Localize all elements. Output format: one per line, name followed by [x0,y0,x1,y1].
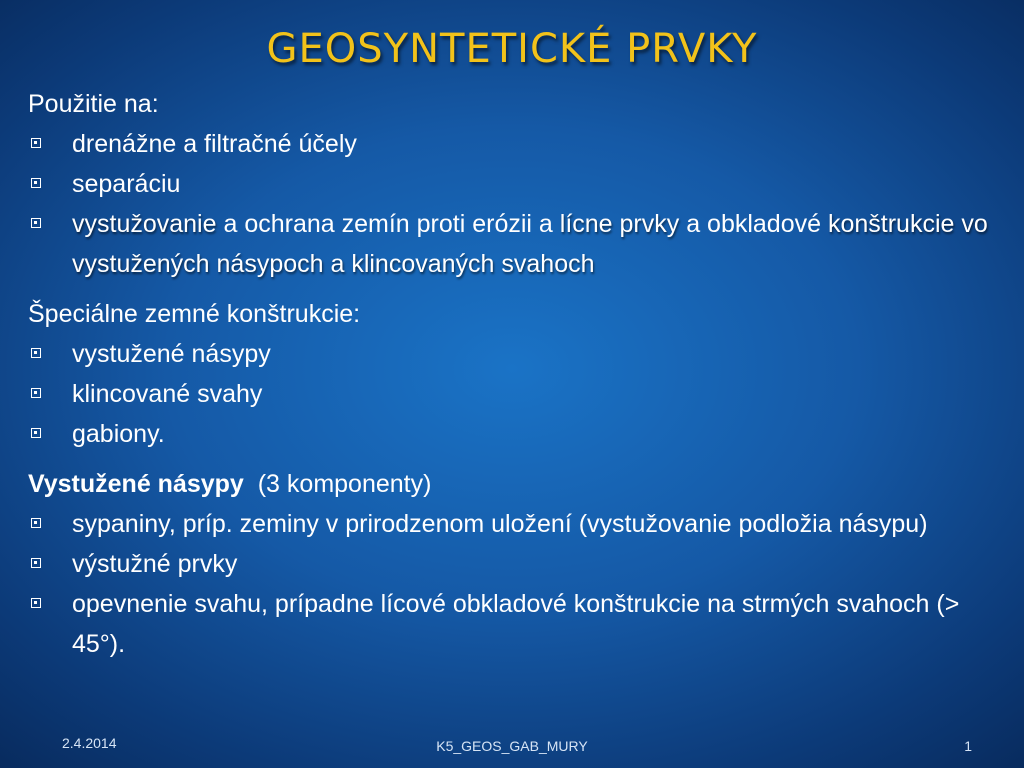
slide-number: 1 [964,738,972,754]
usage-list [28,124,988,284]
list-item-text: vystužené násypy [72,340,271,368]
square-bullet-icon [31,598,41,608]
special-heading: Špeciálne zemné konštrukcie: [28,300,361,328]
square-bullet-icon [31,348,41,358]
list-item [28,204,988,284]
list-item-text: klincované svahy [72,380,263,408]
list-item-text: a obkladové [679,210,828,238]
list-item-text: drenážne a filtračné účely [72,130,357,158]
square-bullet-icon [31,558,41,568]
footer-date: 2.4.2014 [62,735,117,751]
reinforced-heading [28,464,988,504]
square-bullet-icon [31,178,41,188]
list-item [28,584,988,664]
list-item-text: opevnenie svahu, prípadne lícové obkladové konštrukcie na strmých svahoch (> 45°). [72,590,960,658]
list-item-text: výstužné prvky [72,550,238,578]
usage-heading: Použitie na: [28,90,159,118]
reinforced-list [28,504,988,664]
highlight-text: konštrukcie vo vystužených násypoch a klincovaných svahoch [72,210,988,278]
list-item-text: gabiony. [72,420,165,448]
list-item [28,334,988,374]
square-bullet-icon [31,428,41,438]
list-item-text: separáciu [72,170,181,198]
list-item [28,504,988,544]
list-item-text: sypaniny, príp. zeminy v prirodzenom uložení (vystužovanie podložia násypu) [72,510,928,538]
square-bullet-icon [31,218,41,228]
reinforced-heading-rest: (3 komponenty) [243,470,432,498]
special-list [28,334,988,454]
reinforced-heading-bold: Vystužené násypy [28,470,244,498]
list-item [28,374,988,414]
list-item [28,414,988,454]
square-bullet-icon [31,388,41,398]
square-bullet-icon [31,518,41,528]
slide-title: GEOSYNTETICKÉ PRVKY [266,26,758,72]
highlight-text: vystužovanie [72,210,217,238]
list-item-text: a ochrana zemín proti erózii a [216,210,560,238]
list-item [28,164,988,204]
square-bullet-icon [31,138,41,148]
highlight-text: lícne prvky [559,210,680,238]
list-item [28,124,988,164]
footer-title: K5_GEOS_GAB_MURY [436,738,588,754]
slide-body [28,84,988,664]
list-item [28,544,988,584]
